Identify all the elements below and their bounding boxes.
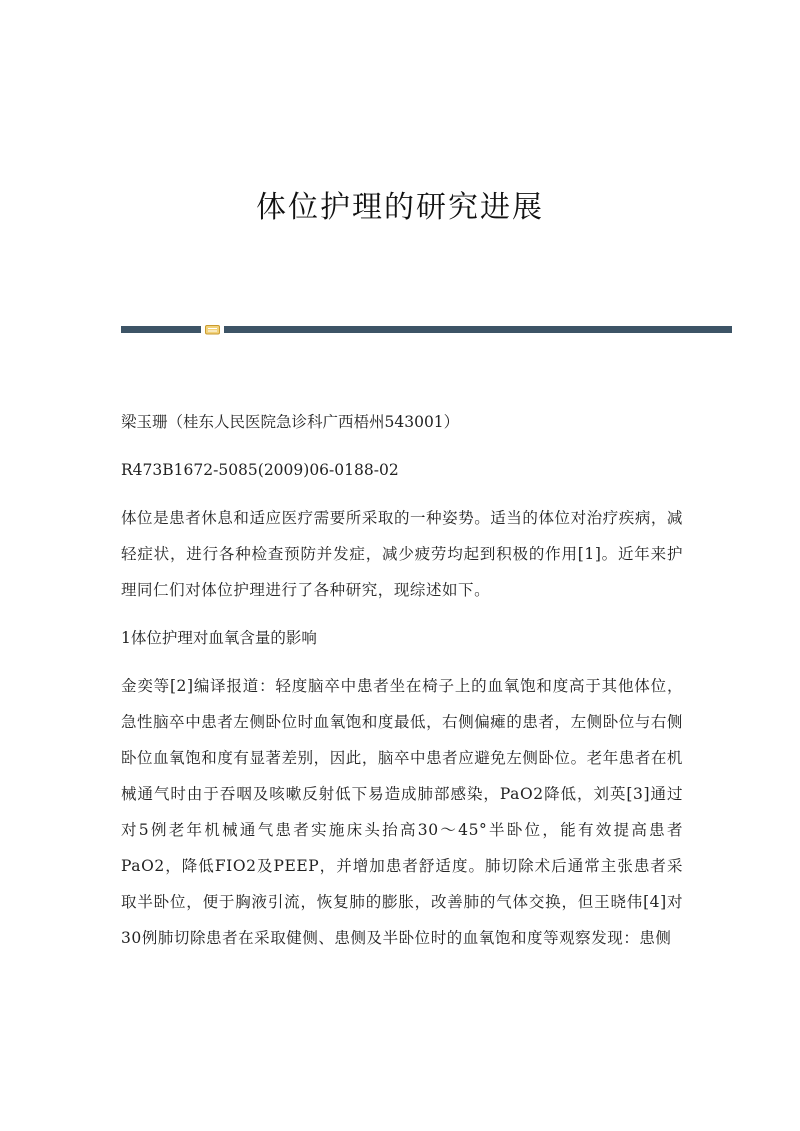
divider-bar-left <box>121 326 201 333</box>
section-heading: 1体位护理对血氧含量的影响 <box>121 629 317 647</box>
section-paragraph: 金奕等[2]编译报道：轻度脑卒中患者坐在椅子上的血氧饱和度高于其他体位，急性脑卒中患者左侧卧位时血氧饱和度最低，右侧偏瘫的患者，左侧卧位与右侧卧位血氧饱和度有显著差别，因此，脑卒中患者应避免左侧卧位。老年患者在机械通气时由于吞咽及咳嗽反射低下易造成肺部感染，PaO2降低，刘英[3]通过对5例老年机械通气患者实施床头抬高30～45°半卧位，能有效提高患者PaO2，降低FIO2及PEEP，并增加患者舒适度。肺切除术后通常主张患者采取半卧位，便于胸液引流，恢复肺的膨胀，改善肺的气体交换，但王晓伟[4]对30例肺切除患者在采取健侧、患侧及半卧位时的血氧饱和度等观察发现：患侧 <box>121 677 683 947</box>
document-title: 体位护理的研究进展 <box>256 190 544 225</box>
document-body <box>121 404 683 968</box>
book-emblem-icon <box>205 324 220 335</box>
classification-code: R473B1672-5085(2009)06-0188-02 <box>121 461 399 479</box>
divider-bar-right <box>224 326 732 333</box>
author-affiliation: 梁玉珊（桂东人民医院急诊科广西梧州543001） <box>121 413 460 431</box>
intro-paragraph: 体位是患者休息和适应医疗需要所采取的一种姿势。适当的体位对治疗疾病，减轻症状，进行各种检查预防并发症，减少疲劳均起到积极的作用[1]。近年来护理同仁们对体位护理进行了各种研究，现综述如下。 <box>121 509 683 599</box>
title-divider <box>121 326 732 333</box>
